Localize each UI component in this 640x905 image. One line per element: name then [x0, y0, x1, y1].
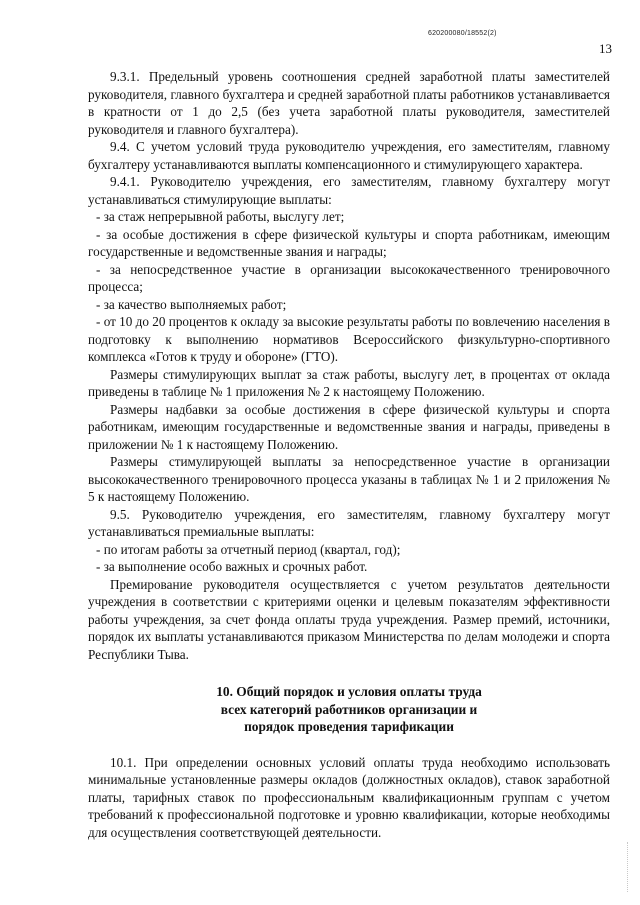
- paragraph-seniority-sizes: Размеры стимулирующих выплат за стаж работы, выслугу лет, в процентах от оклада приведены в таблице № 1 приложения № 2 к настоящему Положению.: [88, 366, 610, 399]
- scan-edge-mark: [627, 842, 638, 892]
- paragraph-achievement-sizes: Размеры надбавки за особые достижения в сфере физической культуры и спорта работникам, имеющим государственные и ведомственные звания и награды, приведены в приложении № 1 к настоящему Положению.: [88, 401, 610, 452]
- list-item: - за качество выполняемых работ;: [96, 296, 287, 312]
- paragraph-bonus-procedure: Премирование руководителя осуществляется с учетом результатов деятельности учреждения в соответствии с критериями оценки и целевым показателям эффективности работы учреждения, за счет фонда оплаты труда учреждения. Размер премий, источники, порядок их выплаты устанавливаются приказом Министерства по делам молодежи и спорта Республики Тыва.: [88, 576, 610, 662]
- section-heading-line: порядок проведения тарификации: [244, 719, 454, 734]
- document-code: 620200080/18552(2): [428, 30, 497, 37]
- paragraph-9-3-1: 9.3.1. Предельный уровень соотношения средней заработной платы заместителей руководителя, главного бухгалтера и средней заработной платы работников устанавливается в кратности от 1 до 2,5 (без учета заработной платы руководителя, заместителей руководителя и главного бухгалтера).: [88, 69, 610, 137]
- list-item: - за непосредственное участие в организации высококачественного тренировочного процесса;: [88, 261, 610, 294]
- section-heading-line: 10. Общий порядок и условия оплаты труда: [216, 684, 482, 699]
- paragraph-training-sizes: Размеры стимулирующей выплаты за непосредственное участие в организации высококачественного тренировочного процесса указаны в таблицах № 1 и 2 приложения № 5 к настоящему Положению.: [88, 454, 610, 504]
- list-item: - по итогам работы за отчетный период (квартал, год);: [96, 541, 401, 557]
- document-body: [88, 68, 610, 841]
- page-number: 13: [599, 41, 612, 56]
- paragraph-9-5: 9.5. Руководителю учреждения, его заместителям, главному бухгалтеру могут устанавливаться премиальные выплаты:: [88, 506, 610, 539]
- section-10-heading: [88, 683, 610, 736]
- list-item: - за особые достижения в сфере физической культуры и спорта работникам, имеющим государственные и ведомственные звания и награды;: [88, 226, 610, 259]
- list-item: - за выполнение особо важных и срочных работ.: [96, 559, 368, 574]
- paragraph-9-4: 9.4. С учетом условий труда руководителю учреждения, его заместителям, главному бухгалтеру устанавливаются выплаты компенсационного и стимулирующего характера.: [88, 139, 610, 172]
- section-heading-line: всех категорий работников организации и: [220, 701, 478, 717]
- list-item: - от 10 до 20 процентов к окладу за высокие результаты работы по вовлечению населения в подготовку к выполнению нормативов Всероссийского физкультурно-спортивного комплекса «Готов к труду и обороне» (ГТО).: [88, 314, 610, 364]
- paragraph-9-4-1: 9.4.1. Руководителю учреждения, его заместителям, главному бухгалтеру могут устанавливаться стимулирующие выплаты:: [88, 174, 610, 207]
- list-item: - за стаж непрерывной работы, выслугу лет;: [96, 209, 345, 224]
- paragraph-10-1: 10.1. При определении основных условий оплаты труда необходимо использовать минимальные установленные размеры окладов (должностных окладов), ставок заработной платы, тарифных ставок по профессиональным квалификационным группам с учетом требований к профессиональной подготовке и уровню квалификации, которые необходимы для осуществления соответствующей деятельности.: [88, 754, 610, 840]
